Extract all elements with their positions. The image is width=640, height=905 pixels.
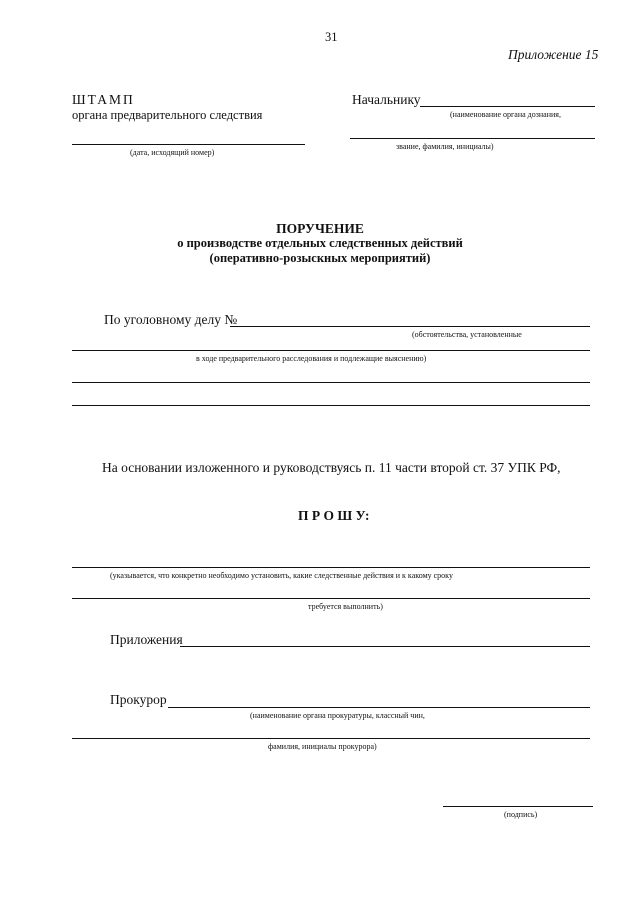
request-line-1: [72, 567, 590, 568]
doc-subtitle-1: о производстве отдельных следственных действий: [177, 236, 463, 250]
case-line-3: [72, 382, 590, 383]
prosecutor-line-2: [72, 738, 590, 739]
case-caption-1: (обстоятельства, установленные: [412, 330, 522, 339]
stamp-title: ШТАМП: [72, 92, 135, 107]
doc-subtitle-2: (оперативно-розыскных мероприятий): [209, 251, 431, 265]
signature-caption: (подпись): [504, 810, 538, 819]
addressee-line-2: [350, 138, 595, 139]
case-line-2: [72, 350, 590, 351]
request-caption-1: (указывается, что конкретно необходимо установить, какие следственные действия и к какому сроку: [110, 571, 453, 580]
stamp-date-line: [72, 144, 305, 145]
addressee-line-1: [420, 106, 595, 107]
case-label: По уголовному делу №: [104, 312, 238, 327]
doc-title: ПОРУЧЕНИЕ: [276, 221, 364, 236]
addressee-caption-2: звание, фамилия, инициалы): [396, 142, 494, 151]
stamp-date-caption: (дата, исходящий номер): [130, 148, 215, 157]
request-line-2: [72, 598, 590, 599]
prosecutor-line-1: [168, 707, 590, 708]
prosecutor-caption-2: фамилия, инициалы прокурора): [268, 742, 377, 751]
prosecutor-label: Прокурор: [110, 692, 167, 707]
prosecutor-caption-1: (наименование органа прокуратуры, классный чин,: [250, 711, 425, 720]
case-line-4: [72, 405, 590, 406]
addressee-caption-1: (наименование органа дознания,: [450, 110, 561, 119]
signature-line: [443, 806, 593, 807]
attachments-line: [180, 646, 590, 647]
basis-text: На основании изложенного и руководствуясь п. 11 части второй ст. 37 УПК РФ,: [102, 460, 561, 475]
request-caption-2: требуется выполнить): [308, 602, 383, 611]
case-number-line: [230, 326, 590, 327]
attachments-label: Приложения: [110, 632, 183, 647]
page-number: 31: [325, 30, 338, 44]
stamp-subtitle: органа предварительного следствия: [72, 108, 263, 122]
appendix-label: Приложение 15: [508, 47, 599, 62]
case-caption-2: в ходе предварительного расследования и подлежащие выяснению): [196, 354, 427, 363]
request-title: П Р О Ш У:: [298, 508, 370, 523]
addressee-label: Начальнику: [352, 92, 421, 107]
